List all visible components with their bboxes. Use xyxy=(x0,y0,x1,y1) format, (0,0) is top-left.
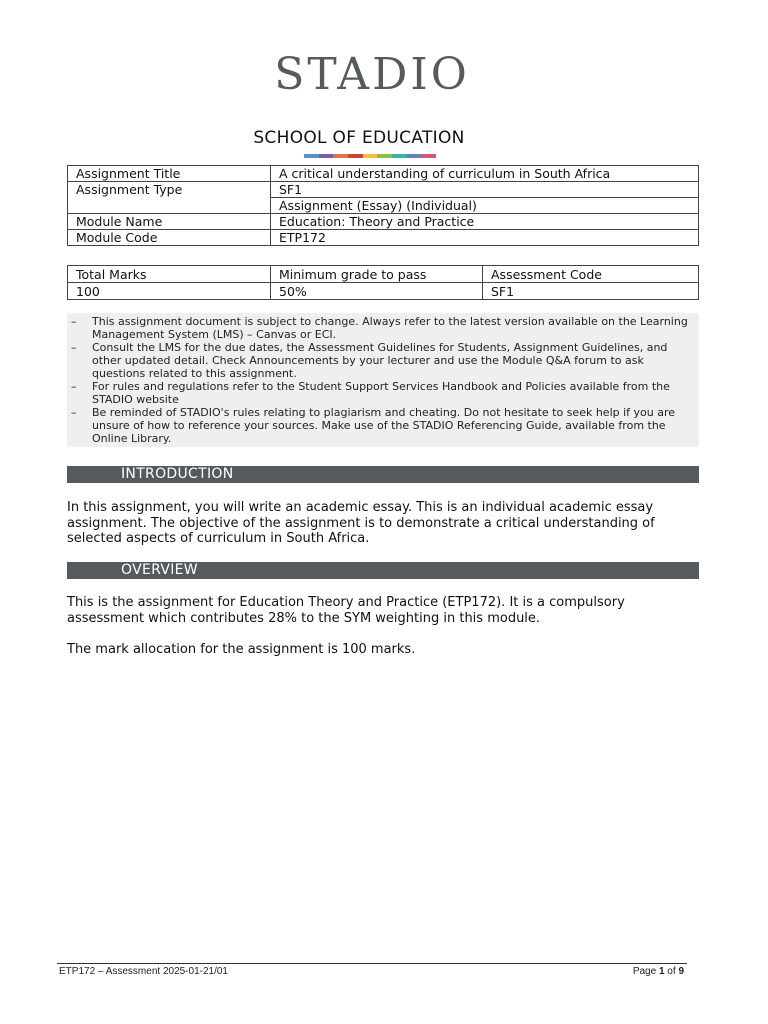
assignment-type-value-code: SF1 xyxy=(271,182,699,198)
module-code-value: ETP172 xyxy=(271,230,699,246)
footer-divider xyxy=(57,963,687,964)
dash-bullet: – xyxy=(71,406,77,419)
logo-color-segment xyxy=(348,154,363,158)
assignment-title-value: A critical understanding of curriculum in South Africa xyxy=(271,166,699,182)
module-name-label: Module Name xyxy=(68,214,271,230)
logo-color-segment xyxy=(421,154,436,158)
total-marks-value: 100 xyxy=(68,283,271,300)
total-marks-header: Total Marks xyxy=(68,266,271,283)
notice-box xyxy=(67,313,699,447)
assignment-type-value-format: Assignment (Essay) (Individual) xyxy=(271,198,699,214)
overview-heading-bar xyxy=(67,562,699,579)
page-prefix: Page xyxy=(632,966,659,977)
school-title: SCHOOL OF EDUCATION xyxy=(253,128,465,148)
page-number xyxy=(633,966,684,977)
notice-text: Be reminded of STADIO's rules relating to plagiarism and cheating. Do not hesitate to seek help if you are unsure of how to reference your sources. Make use of the STADIO Referencing Guide, available from the Online Library. xyxy=(92,406,676,445)
logo-color-segment xyxy=(377,154,392,158)
logo-color-segment xyxy=(407,154,422,158)
logo-color-segment xyxy=(304,154,319,158)
page-current: 1 xyxy=(658,966,665,977)
page-total: 9 xyxy=(678,966,684,977)
notice-item xyxy=(71,406,693,445)
mark-allocation-text: The mark allocation for the assignment is 100 marks. xyxy=(67,642,416,657)
overview-heading: OVERVIEW xyxy=(121,562,198,578)
notice-text: For rules and regulations refer to the Student Support Services Handbook and Policies available from the STADIO website xyxy=(92,380,670,406)
logo-color-segment xyxy=(363,154,378,158)
notice-item xyxy=(71,380,693,406)
marks-table xyxy=(67,265,699,300)
dash-bullet: – xyxy=(71,341,77,354)
notice-item xyxy=(71,315,693,341)
introduction-text: In this assignment, you will write an academic essay. This is an individual academic essay assignment. The objective of the assignment is to demonstrate a critical understanding of selected aspects of curriculum in South Africa. xyxy=(67,500,655,546)
logo-color-segment xyxy=(319,154,334,158)
introduction-heading: INTRODUCTION xyxy=(121,466,234,482)
logo-color-segment xyxy=(392,154,407,158)
assignment-type-label: Assignment Type xyxy=(68,182,271,198)
notice-item xyxy=(71,341,693,380)
notice-text: Consult the LMS for the due dates, the Assessment Guidelines for Students, Assignment Guidelines, and other updated detail. Check Announcements by your lecturer and use the Module Q&A forum to ask questions related to this assignment. xyxy=(92,341,668,380)
page-of: of xyxy=(664,966,679,977)
overview-text: This is the assignment for Education Theory and Practice (ETP172). It is a compulsory assessment which contributes 28% to the SYM weighting in this module. xyxy=(67,595,625,626)
logo-text: STADIO xyxy=(274,49,470,100)
assignment-type-label-cont xyxy=(68,198,271,214)
notice-text: This assignment document is subject to change. Always refer to the latest version available on the Learning Management System (LMS) – Canvas or ECI. xyxy=(92,315,688,341)
dash-bullet: – xyxy=(71,380,77,393)
assessment-code-value: SF1 xyxy=(483,283,699,300)
logo-color-segment xyxy=(333,154,348,158)
assessment-code-header: Assessment Code xyxy=(483,266,699,283)
stadio-logo xyxy=(258,50,486,114)
introduction-heading-bar xyxy=(67,466,699,483)
logo-color-bar xyxy=(304,154,436,158)
footer-reference: ETP172 – Assessment 2025-01-21/01 xyxy=(59,966,228,977)
minimum-grade-header: Minimum grade to pass xyxy=(271,266,483,283)
notice-list xyxy=(67,313,699,445)
module-code-label: Module Code xyxy=(68,230,271,246)
assignment-title-label: Assignment Title xyxy=(68,166,271,182)
assignment-info-table xyxy=(67,165,699,246)
module-name-value: Education: Theory and Practice xyxy=(271,214,699,230)
minimum-grade-value: 50% xyxy=(271,283,483,300)
dash-bullet: – xyxy=(71,315,77,328)
